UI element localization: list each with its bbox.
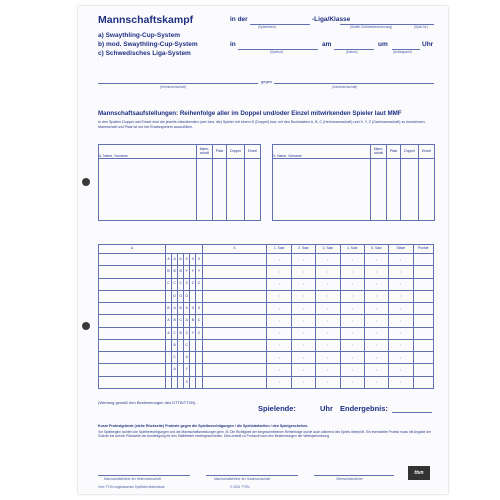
result-score-cell[interactable]: :	[291, 327, 315, 339]
result-player-code: B	[172, 339, 178, 351]
result-score-cell[interactable]: :	[389, 364, 413, 376]
signature-home: Mannschaftsführer der Heimmannschaft	[104, 477, 161, 481]
result-score-cell[interactable]	[413, 303, 433, 315]
result-score-cell[interactable]: :	[316, 290, 340, 302]
result-score-cell[interactable]: :	[340, 303, 364, 315]
result-row	[99, 278, 434, 290]
result-player-code: C	[165, 278, 171, 290]
result-player-code: B	[165, 266, 171, 278]
result-row	[99, 290, 434, 302]
punch-hole-top	[82, 178, 90, 186]
result-score-cell[interactable]: :	[364, 303, 388, 315]
result-player-code: B	[178, 303, 184, 315]
result-score-cell[interactable]: :	[389, 339, 413, 351]
form-title: Mannschaftskampf	[98, 14, 194, 26]
result-score-cell[interactable]: :	[267, 376, 291, 388]
result-score-cell[interactable]: :	[291, 352, 315, 364]
result-score-cell[interactable]: :	[364, 266, 388, 278]
result-player-code: A	[165, 254, 171, 266]
lineup-heading: Mannschaftsaufstellungen: Reihenfolge aller im Doppel und/oder Einzel mitwirkenden Spieler laut MMF	[98, 110, 402, 117]
result-score-cell[interactable]: :	[291, 364, 315, 376]
lineup-note: In den Spalten Doppel und Einzel sind die jeweils mitwirkenden (wer bzw. die) Spieler mit einem D (Doppel) bzw. mit den Buchstaben A, B, C (Heimmannschaft) und X, Y, Z (Gastmannschaft) zu bezeichnen. Mannschaft und Platz ist nur bei Ersatzspielern auszufüllen.	[98, 120, 426, 129]
result-score-cell[interactable]: :	[316, 315, 340, 327]
result-player-code: Z	[196, 278, 202, 290]
result-score-cell[interactable]: :	[316, 352, 340, 364]
result-player-code: X	[190, 254, 196, 266]
result-row	[99, 376, 434, 388]
result-player-code: C	[172, 327, 178, 339]
result-score-cell[interactable]: :	[389, 290, 413, 302]
result-score-cell[interactable]: :	[340, 327, 364, 339]
wertung-note: (Wertung gemäß den Bestimmungen des DTTB/TTVN)	[98, 400, 196, 405]
result-score-cell[interactable]	[413, 278, 433, 290]
result-row	[99, 266, 434, 278]
in-der-label: in der	[230, 16, 248, 23]
result-score-cell[interactable]	[413, 266, 433, 278]
option-c: c) Schwedisches Liga-System	[98, 50, 191, 57]
result-score-cell[interactable]: :	[267, 303, 291, 315]
remarks-title: Kurze Protestgründe (siehe Rückseite) Proteste gegen die Spielberechtigungen / die Spielstartzeiten / den Spielgeschehen.	[98, 424, 309, 428]
result-score-cell[interactable]: :	[291, 254, 315, 266]
result-score-cell[interactable]: :	[267, 315, 291, 327]
result-score-cell[interactable]	[413, 254, 433, 266]
result-player-code: A	[172, 364, 178, 376]
result-score-cell[interactable]	[413, 376, 433, 388]
result-row	[99, 352, 434, 364]
result-score-cell[interactable]	[413, 339, 433, 351]
result-score-cell[interactable]	[413, 327, 433, 339]
result-player-code: X	[196, 303, 202, 315]
result-score-cell[interactable]: :	[291, 315, 315, 327]
result-player-code: C	[196, 315, 202, 327]
spielende-label: Spielende:	[258, 404, 296, 413]
result-score-cell[interactable]: :	[316, 278, 340, 290]
result-score-cell[interactable]: :	[267, 278, 291, 290]
result-score-cell[interactable]: :	[291, 376, 315, 388]
result-score-cell[interactable]: :	[364, 352, 388, 364]
result-score-cell[interactable]: :	[364, 339, 388, 351]
liga-klasse-label: -Liga/Klasse	[312, 16, 351, 23]
result-score-cell[interactable]: :	[291, 290, 315, 302]
result-score-cell[interactable]: :	[389, 327, 413, 339]
result-score-cell[interactable]: :	[267, 352, 291, 364]
option-a: a) Swaythling-Cup-System	[98, 32, 180, 39]
result-score-cell[interactable]: :	[291, 278, 315, 290]
result-player-code: Z	[184, 327, 190, 339]
result-player-code: B	[178, 327, 184, 339]
result-player-code: A	[172, 303, 178, 315]
result-player-code: A	[165, 327, 171, 339]
result-score-cell[interactable]: :	[316, 364, 340, 376]
result-player-code: C	[172, 352, 178, 364]
result-score-cell[interactable]: :	[340, 364, 364, 376]
result-score-cell[interactable]: :	[389, 254, 413, 266]
result-player-code: X	[184, 254, 190, 266]
result-score-cell[interactable]: :	[389, 278, 413, 290]
result-score-cell[interactable]: :	[340, 266, 364, 278]
result-row	[99, 364, 434, 376]
result-score-cell[interactable]: :	[340, 315, 364, 327]
result-score-cell[interactable]: :	[364, 278, 388, 290]
result-player-code: D	[172, 290, 178, 302]
result-player-code: X	[184, 376, 190, 388]
result-score-cell[interactable]: :	[389, 303, 413, 315]
result-score-cell[interactable]	[413, 315, 433, 327]
copyright-right: © 2001 TTVN	[230, 485, 250, 489]
result-score-cell[interactable]: :	[364, 315, 388, 327]
result-score-cell[interactable]: :	[364, 376, 388, 388]
result-player-code: Y	[190, 266, 196, 278]
result-score-cell[interactable]: :	[340, 376, 364, 388]
endergebnis-label: Endergebnis:	[340, 404, 388, 413]
result-player-code: Y	[184, 364, 190, 376]
result-player-code: C	[184, 339, 190, 351]
result-score-cell[interactable]: :	[316, 376, 340, 388]
result-player-code: Z	[184, 278, 190, 290]
result-row	[99, 254, 434, 266]
result-score-cell[interactable]: :	[267, 254, 291, 266]
remarks-text: Vor Spielbeginn sichten die Spielberechtigungen und die Mannschaftsmeldungen gem. M. Die Richtigkeit der eingeschriebenen Reihenfolge wurde auch während des Spiels überprüft. Ein eventueller Protest muss mit Angabe der Gründe bis auf der Rückseite der Ausfertigung für den Staffelleiter niedergeschrieben. Dies erstellt zu Protokoll nach den Bestimmungen der Wettspielordnung.	[98, 430, 432, 439]
result-score-cell[interactable]: :	[316, 327, 340, 339]
result-score-cell[interactable]: :	[340, 352, 364, 364]
result-score-cell[interactable]: :	[267, 266, 291, 278]
ttvn-logo: ttvn	[408, 466, 430, 480]
result-player-code: B	[178, 266, 184, 278]
signature-referee: Oberschiedsrichter	[336, 477, 363, 481]
lineup-table-home: A, Name, Vorname Mann-schaft Platz Doppel Einzel	[98, 144, 261, 221]
result-score-cell[interactable]: :	[389, 315, 413, 327]
result-player-code: X	[190, 303, 196, 315]
result-score-cell[interactable]: :	[267, 290, 291, 302]
result-row	[99, 339, 434, 351]
result-score-cell[interactable]: :	[316, 266, 340, 278]
result-score-cell[interactable]: :	[316, 339, 340, 351]
result-score-cell[interactable]	[413, 352, 433, 364]
result-score-cell[interactable]: :	[364, 290, 388, 302]
result-score-cell[interactable]	[413, 290, 433, 302]
result-score-cell[interactable]: :	[267, 327, 291, 339]
result-score-cell[interactable]: :	[316, 303, 340, 315]
result-score-cell[interactable]: :	[291, 266, 315, 278]
result-score-cell[interactable]: :	[389, 376, 413, 388]
result-player-code: D	[178, 290, 184, 302]
result-row	[99, 303, 434, 315]
result-score-cell[interactable]: :	[364, 254, 388, 266]
result-score-cell[interactable]: :	[364, 327, 388, 339]
result-player-code: Z	[196, 327, 202, 339]
result-score-cell[interactable]: :	[340, 339, 364, 351]
result-score-cell[interactable]: :	[267, 339, 291, 351]
result-player-code: B	[165, 303, 171, 315]
result-player-code: B	[172, 266, 178, 278]
punch-hole-bottom	[82, 322, 90, 330]
result-player-code: C	[172, 278, 178, 290]
result-player-code: A	[178, 254, 184, 266]
result-row	[99, 315, 434, 327]
result-score-cell[interactable]: :	[267, 364, 291, 376]
result-score-cell[interactable]: :	[340, 278, 364, 290]
result-player-code: X	[184, 303, 190, 315]
result-player-code: A	[184, 315, 190, 327]
signature-guest: Mannschaftsführer der Gastmannschaft	[214, 477, 270, 481]
result-player-code: B	[172, 315, 178, 327]
result-player-code: Y	[184, 266, 190, 278]
result-player-code: A	[172, 254, 178, 266]
result-player-code: X	[196, 254, 202, 266]
result-player-code: C	[178, 315, 184, 327]
results-table: A X 1. Satz 2. Satz 3. Satz 4. Satz 5. Satz Sätze Punkte A A A X X X : : : : : : B B B Y Y Y : : : : : : C C C Z Z Z : : : : : : D D D : : : : : : B A B X X X : : : : : : A B C A B C : : : : : : A C B Z Y Z : : : : : : B C : : : : : : C A : : : : : : A Y : : : : : : X : : : : : :	[98, 244, 434, 389]
result-score-cell[interactable]: :	[340, 254, 364, 266]
lineup-table-guest: X, Name, Vorname Mann-schaft Platz Doppel Einzel	[272, 144, 435, 221]
copyright-left: Vom TTVN zugelassenes Spielberichtsformular	[98, 485, 165, 489]
result-score-cell[interactable]: :	[364, 364, 388, 376]
result-player-code: B	[190, 315, 196, 327]
result-player-code: A	[165, 315, 171, 327]
result-score-cell[interactable]: :	[316, 254, 340, 266]
result-score-cell[interactable]: :	[389, 266, 413, 278]
result-score-cell[interactable]	[413, 364, 433, 376]
result-score-cell[interactable]: :	[291, 303, 315, 315]
result-player-code: Y	[190, 327, 196, 339]
option-b: b) mod. Swaythling-Cup-System	[98, 41, 198, 48]
result-player-code: D	[184, 290, 190, 302]
result-player-code: A	[184, 352, 190, 364]
result-row	[99, 327, 434, 339]
result-player-code: Z	[190, 278, 196, 290]
result-score-cell[interactable]: :	[291, 339, 315, 351]
result-player-code: C	[178, 278, 184, 290]
result-player-code: Y	[196, 266, 202, 278]
result-score-cell[interactable]: :	[340, 290, 364, 302]
result-score-cell[interactable]: :	[389, 352, 413, 364]
